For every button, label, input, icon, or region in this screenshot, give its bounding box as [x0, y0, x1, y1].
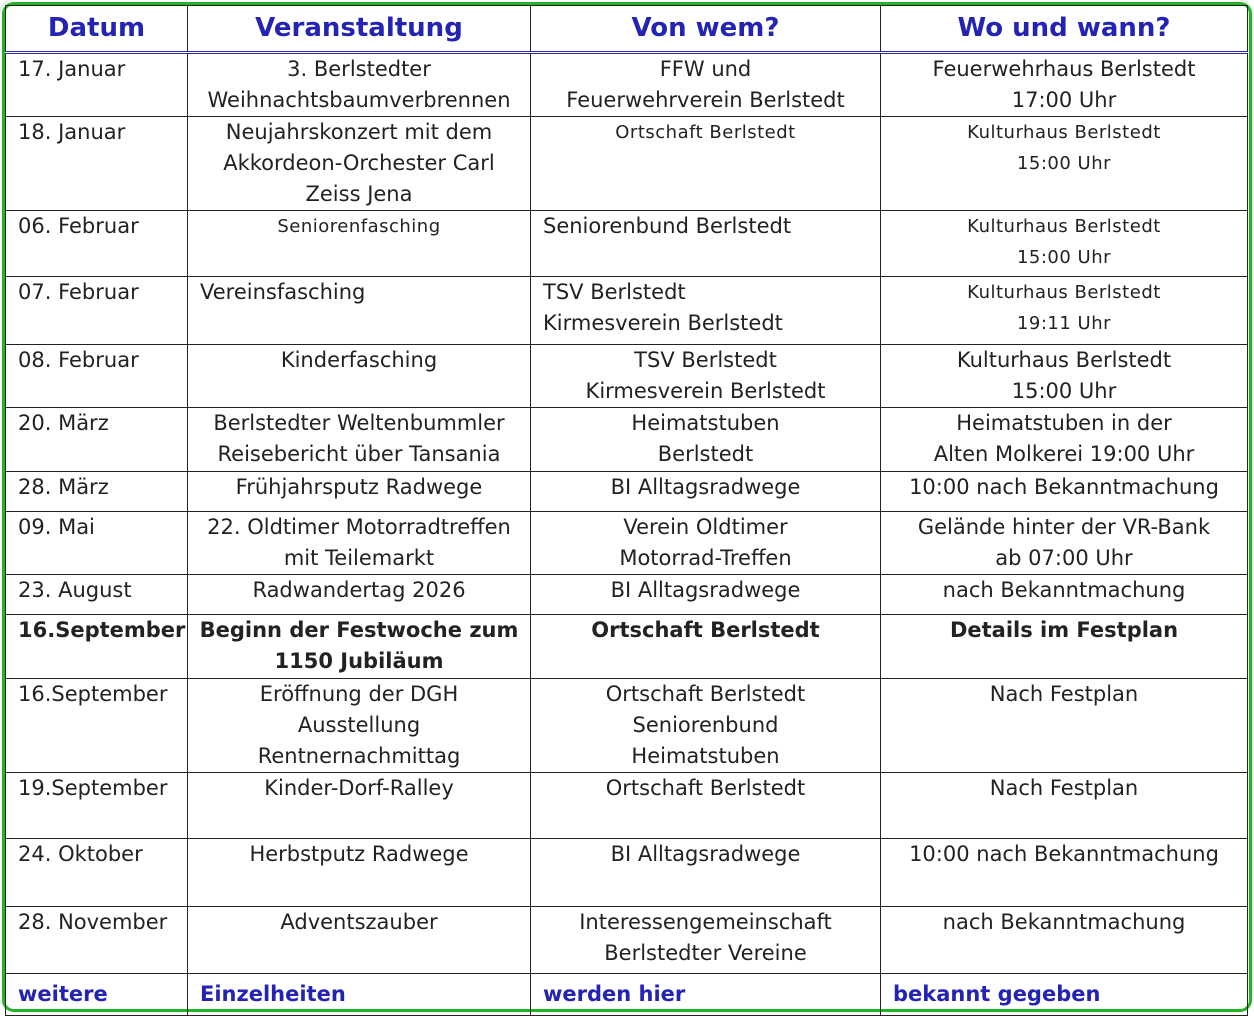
cell-line: 15:00 Uhr	[1011, 379, 1117, 403]
table-row	[6, 773, 1248, 839]
cell-von-wem	[531, 211, 881, 277]
cell-wo-und-wann	[881, 839, 1248, 907]
cell-von-wem	[531, 679, 881, 773]
cell-von-wem	[531, 117, 881, 211]
cell-line: Zeiss Jena	[305, 182, 413, 206]
cell-von-wem	[531, 575, 881, 615]
cell-line: 1150 Jubiläum	[274, 649, 444, 673]
cell-line: Seniorenfasching	[277, 216, 441, 237]
cell-veranstaltung	[188, 345, 531, 408]
cell-line: 15:00 Uhr	[1016, 153, 1112, 174]
cell-datum: 06. Februar	[6, 211, 188, 277]
cell-line: Feuerwehrverein Berlstedt	[566, 88, 845, 112]
cell-line: Details im Festplan	[949, 618, 1179, 642]
cell-wo-und-wann	[881, 512, 1248, 575]
cell-wo-und-wann	[881, 211, 1248, 277]
cell-datum: 23. August	[6, 575, 188, 615]
cell-wo-und-wann	[881, 117, 1248, 211]
table-row	[6, 512, 1248, 575]
cell-line: Interessengemeinschaft	[579, 910, 832, 934]
cell-line: Adventszauber	[280, 910, 438, 934]
cell-line: Kirmesverein Berlstedt	[543, 311, 783, 335]
cell-von-wem	[531, 277, 881, 345]
cell-veranstaltung	[188, 211, 531, 277]
cell-veranstaltung	[188, 117, 531, 211]
cell-line: Beginn der Festwoche zum	[199, 618, 519, 642]
cell-wo-und-wann	[881, 53, 1248, 117]
cell-line: Heimatstuben in der	[956, 411, 1172, 435]
cell-line: Vereinsfasching	[200, 280, 366, 304]
cell-line: mit Teilemarkt	[283, 546, 435, 570]
cell-von-wem	[531, 472, 881, 512]
cell-line: 15:00 Uhr	[1016, 247, 1112, 268]
cell-line: nach Bekanntmachung	[942, 910, 1186, 934]
cell-datum: 07. Februar	[6, 277, 188, 345]
cell-von-wem	[531, 53, 881, 117]
cell-veranstaltung	[188, 408, 531, 472]
cell-wo-und-wann	[881, 472, 1248, 512]
cell-veranstaltung	[188, 53, 531, 117]
table-row	[6, 839, 1248, 907]
cell-wo-und-wann	[881, 773, 1248, 839]
cell-line: Berlstedter Weltenbummler	[213, 411, 505, 435]
cell-line: Kulturhaus Berlstedt	[967, 216, 1161, 237]
cell-datum: 08. Februar	[6, 345, 188, 408]
header-row	[6, 6, 1248, 53]
cell-line: Ortschaft Berlstedt	[605, 776, 806, 800]
cell-veranstaltung	[188, 472, 531, 512]
cell-line: 3. Berlstedter	[287, 57, 431, 81]
cell-line: nach Bekanntmachung	[942, 578, 1186, 602]
footer-cell: Einzelheiten	[188, 974, 531, 1016]
cell-veranstaltung	[188, 907, 531, 974]
cell-wo-und-wann	[881, 277, 1248, 345]
cell-veranstaltung	[188, 615, 531, 679]
cell-line: Rentnernachmittag	[257, 744, 461, 768]
cell-datum: 16.September	[6, 679, 188, 773]
cell-line: BI Alltagsradwege	[610, 842, 801, 866]
cell-line: Berlstedt	[657, 442, 754, 466]
table-row	[6, 277, 1248, 345]
cell-line: Reisebericht über Tansania	[217, 442, 501, 466]
events-table	[5, 5, 1248, 1016]
table-row	[6, 345, 1248, 408]
table-row	[6, 117, 1248, 211]
cell-von-wem	[531, 512, 881, 575]
cell-line: Akkordeon-Orchester Carl	[223, 151, 495, 175]
table-row	[6, 211, 1248, 277]
table-row	[6, 408, 1248, 472]
cell-line: 10:00 nach Bekanntmachung	[909, 475, 1219, 499]
cell-line: 19:11 Uhr	[1016, 313, 1112, 334]
cell-line: ab 07:00 Uhr	[995, 546, 1133, 570]
cell-line: Alten Molkerei 19:00 Uhr	[933, 442, 1195, 466]
cell-wo-und-wann	[881, 345, 1248, 408]
cell-line: Nach Festplan	[989, 776, 1139, 800]
cell-line: Kinder-Dorf-Ralley	[264, 776, 454, 800]
cell-datum: 28. März	[6, 472, 188, 512]
cell-line: Berlstedter Vereine	[604, 941, 807, 965]
cell-wo-und-wann	[881, 679, 1248, 773]
cell-datum: 19.September	[6, 773, 188, 839]
cell-line: Radwandertag 2026	[252, 578, 466, 602]
footer-cell: weitere	[6, 974, 188, 1016]
cell-wo-und-wann	[881, 907, 1248, 974]
cell-wo-und-wann	[881, 408, 1248, 472]
cell-line: Feuerwehrhaus Berlstedt	[932, 57, 1196, 81]
cell-line: Neujahrskonzert mit dem	[225, 120, 493, 144]
cell-line: Ortschaft Berlstedt	[605, 682, 806, 706]
cell-line: Kulturhaus Berlstedt	[967, 282, 1161, 303]
cell-line: BI Alltagsradwege	[610, 475, 801, 499]
table-row	[6, 907, 1248, 974]
cell-wo-und-wann	[881, 575, 1248, 615]
cell-line: Ortschaft Berlstedt	[591, 618, 820, 642]
footer-row	[6, 974, 1248, 1016]
cell-von-wem	[531, 773, 881, 839]
cell-veranstaltung	[188, 575, 531, 615]
cell-line: Seniorenbund Berlstedt	[543, 214, 792, 238]
cell-line: Kulturhaus Berlstedt	[967, 122, 1161, 143]
cell-veranstaltung	[188, 773, 531, 839]
table-row	[6, 575, 1248, 615]
cell-line: 22. Oldtimer Motorradtreffen	[207, 515, 511, 539]
table-row	[6, 679, 1248, 773]
cell-line: Eröffnung der DGH	[259, 682, 459, 706]
cell-line: Kulturhaus Berlstedt	[956, 348, 1172, 372]
cell-line: Heimatstuben	[631, 411, 780, 435]
cell-datum: 17. Januar	[6, 53, 188, 117]
cell-datum: 28. November	[6, 907, 188, 974]
cell-line: 10:00 nach Bekanntmachung	[909, 842, 1219, 866]
cell-veranstaltung	[188, 277, 531, 345]
cell-von-wem	[531, 907, 881, 974]
cell-line: Motorrad-Treffen	[619, 546, 792, 570]
table-row	[6, 53, 1248, 117]
cell-line: Gelände hinter der VR-Bank	[917, 515, 1211, 539]
cell-datum: 16.September	[6, 615, 188, 679]
cell-datum: 20. März	[6, 408, 188, 472]
cell-von-wem	[531, 408, 881, 472]
cell-line: Ortschaft Berlstedt	[615, 122, 796, 143]
cell-von-wem	[531, 615, 881, 679]
header-veranstaltung: Veranstaltung	[188, 6, 531, 53]
cell-wo-und-wann	[881, 615, 1248, 679]
cell-datum: 24. Oktober	[6, 839, 188, 907]
cell-veranstaltung	[188, 679, 531, 773]
footer-cell: bekannt gegeben	[881, 974, 1248, 1016]
cell-line: TSV Berlstedt	[543, 280, 686, 304]
cell-veranstaltung	[188, 839, 531, 907]
cell-line: BI Alltagsradwege	[610, 578, 801, 602]
header-von-wem: Von wem?	[531, 6, 881, 53]
cell-line: Kinderfasching	[280, 348, 438, 372]
cell-line: Ausstellung	[297, 713, 421, 737]
cell-line: Weihnachtsbaumverbrennen	[207, 88, 511, 112]
cell-von-wem	[531, 345, 881, 408]
table-row	[6, 615, 1248, 679]
cell-line: Heimatstuben	[631, 744, 780, 768]
cell-line: Nach Festplan	[989, 682, 1139, 706]
cell-line: Kirmesverein Berlstedt	[585, 379, 826, 403]
header-datum: Datum	[6, 6, 188, 53]
footer-cell: werden hier	[531, 974, 881, 1016]
cell-line: Herbstputz Radwege	[249, 842, 469, 866]
header-wo-und-wann: Wo und wann?	[881, 6, 1248, 53]
cell-line: TSV Berlstedt	[634, 348, 777, 372]
cell-line: Frühjahrsputz Radwege	[235, 475, 483, 499]
cell-datum: 18. Januar	[6, 117, 188, 211]
cell-veranstaltung	[188, 512, 531, 575]
cell-line: FFW und	[659, 57, 752, 81]
cell-datum: 09. Mai	[6, 512, 188, 575]
table-row	[6, 472, 1248, 512]
cell-line: Seniorenbund	[632, 713, 779, 737]
cell-von-wem	[531, 839, 881, 907]
cell-line: 17:00 Uhr	[1011, 88, 1117, 112]
cell-line: Verein Oldtimer	[623, 515, 788, 539]
